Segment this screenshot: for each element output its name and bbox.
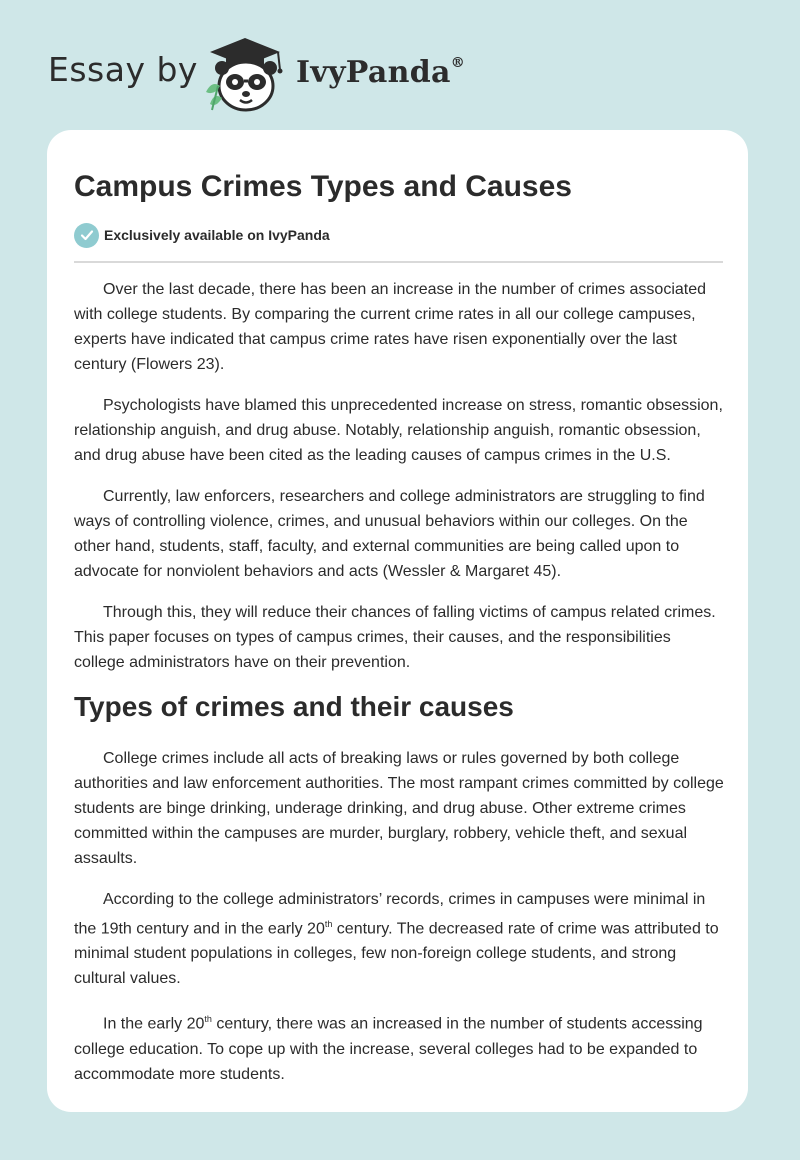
paragraph <box>74 887 724 991</box>
superscript: th <box>204 1014 212 1025</box>
section-heading: Types of crimes and their causes <box>74 691 514 722</box>
essay-by-label: Essay by <box>48 50 198 89</box>
paragraph-text: century, there was an increased in the number of students accessing college education. To cope up with the increase, several colleges had to be expanded to accommodate more students. <box>74 1015 703 1083</box>
paragraph: College crimes include all acts of breaking laws or rules governed by both college authorities and law enforcement authorities. The most rampant crimes committed by college students are binge drinking, underage drinking, and drug abuse. Other extreme crimes committed within the campuses are murder, burglary, robbery, vehicle theft, and sexual assaults. <box>74 750 724 867</box>
registered-mark: ® <box>450 55 466 71</box>
essay-card <box>47 130 748 1112</box>
paragraph: Psychologists have blamed this unprecedented increase on stress, romantic obsession, relationship anguish, and drug abuse. Notably, relationship anguish, romantic obsession, and drug abuse have been cited as the leading causes of campus crimes in the U.S. <box>74 397 723 464</box>
brand-text: IvyPanda <box>296 55 451 90</box>
paragraph-text: In the early 20 <box>103 1015 205 1033</box>
paragraph: Over the last decade, there has been an increase in the number of crimes associated with college students. By comparing the current crime rates in all our college campuses, experts have indicated that campus crime rates have risen exponentially over the last century (Flowers 23). <box>74 281 707 373</box>
panda-logo-icon[interactable] <box>200 34 290 114</box>
brand-name[interactable] <box>296 55 465 90</box>
essay-body <box>74 277 724 1103</box>
paragraph <box>74 1007 724 1086</box>
exclusive-badge-label: Exclusively available on IvyPanda <box>104 227 330 243</box>
page-title: Campus Crimes Types and Causes <box>74 170 572 203</box>
paragraph: Currently, law enforcers, researchers and college administrators are struggling to find ways of controlling violence, crimes, and unusual behaviors within our colleges. On the other hand, students, staff, faculty, and external communities are being called upon to advocate for nonviolent behaviors and acts (Wessler & Margaret 45). <box>74 488 705 580</box>
divider <box>74 261 723 263</box>
check-icon <box>74 223 99 248</box>
paragraph-text: According to the college administrators’ records, crimes in campuses were minimal in the 19th century and in the early 20 <box>74 891 706 938</box>
site-header <box>0 0 800 120</box>
exclusive-badge <box>74 222 330 248</box>
superscript: th <box>324 919 333 929</box>
paragraph: Through this, they will reduce their chances of falling victims of campus related crimes. This paper focuses on types of campus crimes, their causes, and the responsibilities college administrators have on their prevention. <box>74 604 716 671</box>
paragraph-text: century. The decreased rate of crime was attributed to minimal student populations in colleges, few non-foreign college students, and strong cultural values. <box>74 920 719 988</box>
